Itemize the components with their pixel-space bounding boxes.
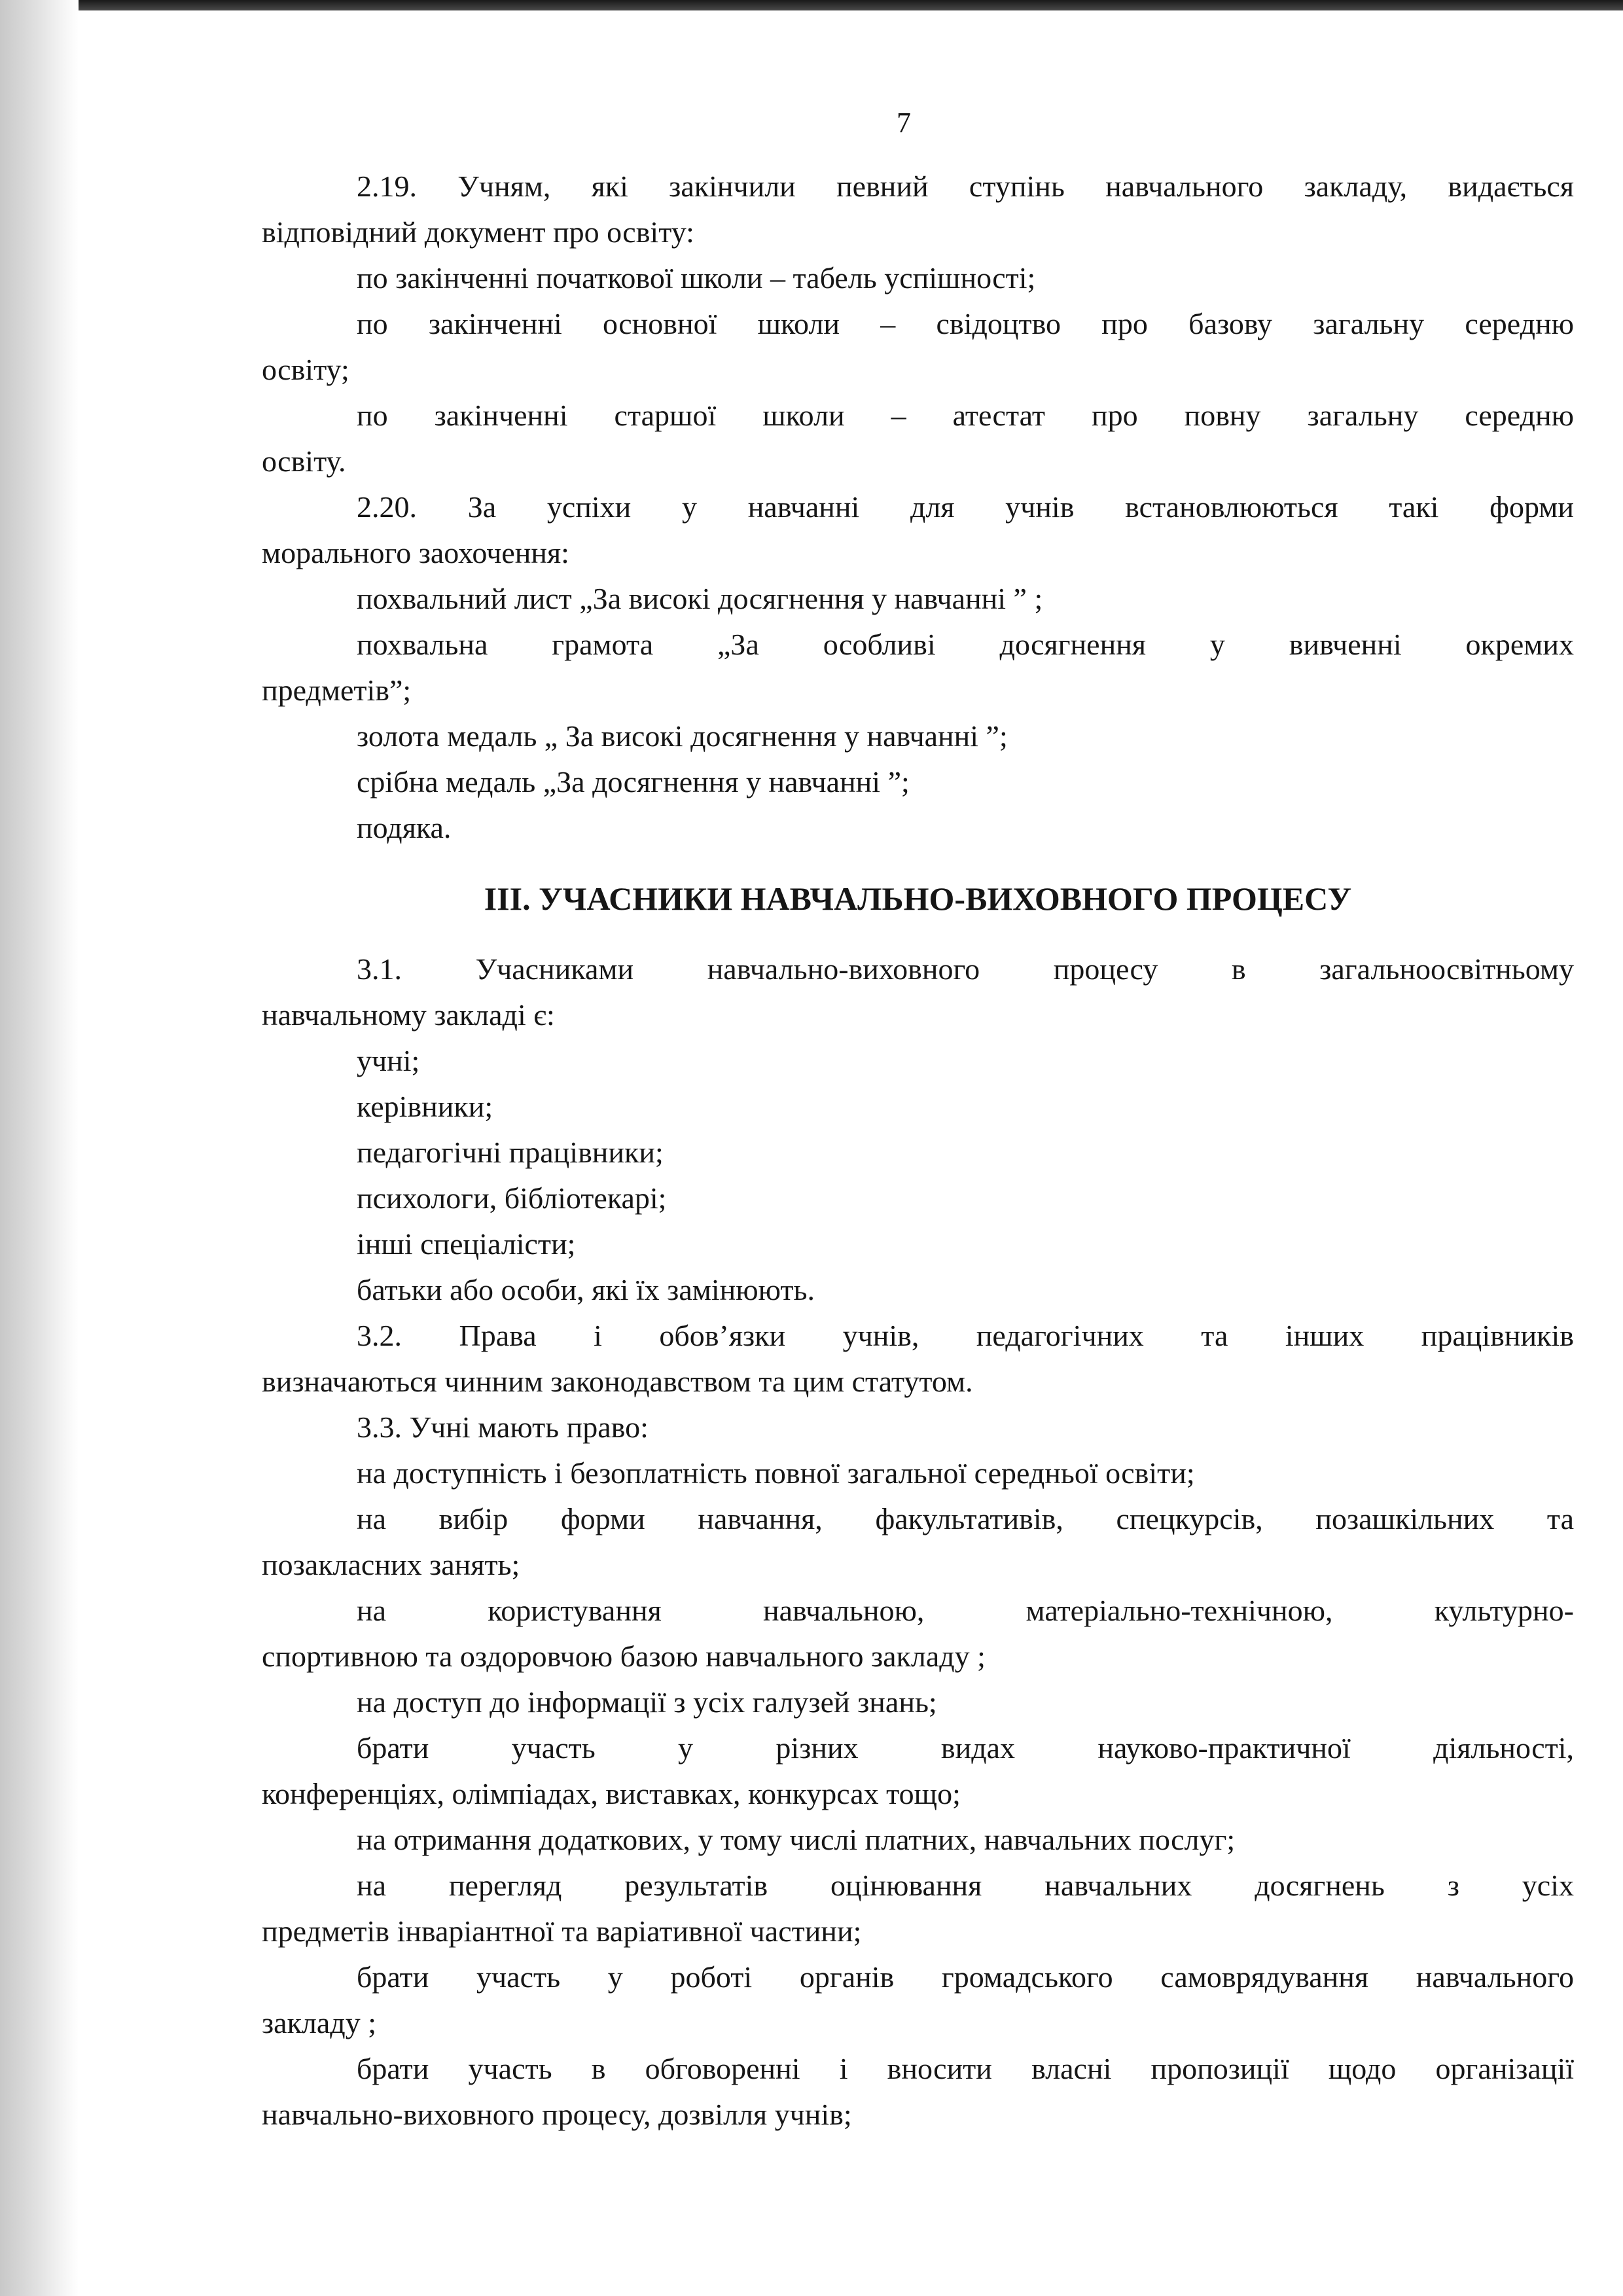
text-line: на перегляд результатів оцінювання навчальних досягнень з усіх	[357, 1869, 1574, 1902]
text-line: срібна медаль „За досягнення у навчанні ”;	[357, 765, 910, 798]
text-line: предметів інваріантної та варіативної частини;	[262, 1914, 862, 1948]
text-line: освіту;	[262, 353, 349, 386]
text-line: навчально-виховного процесу, дозвілля учнів;	[262, 2098, 852, 2131]
page-number: 7	[897, 107, 911, 139]
text-line: батьки або особи, які їх замінюють.	[357, 1273, 815, 1306]
text-line: закладу ;	[262, 2006, 376, 2039]
text-line: по закінченні початкової школи – табель успішності;	[357, 261, 1036, 295]
text-line: по закінченні основної школи – свідоцтво про базову загальну середню	[357, 307, 1574, 340]
text-line: визначаються чинним законодавством та цим статутом.	[262, 1365, 973, 1398]
document-body	[262, 164, 1574, 2138]
text-line: на користування навчальною, матеріально-технічною, культурно-	[357, 1594, 1574, 1627]
text-line: на отримання додаткових, у тому числі платних, навчальних послуг;	[357, 1823, 1236, 1856]
text-line: інші спеціалісти;	[357, 1227, 576, 1261]
text-line: 2.20. За успіхи у навчанні для учнів встановлюються такі форми	[357, 490, 1574, 524]
scan-top-edge	[0, 0, 1623, 10]
text-line: брати участь у роботі органів громадського самоврядування навчального	[357, 1960, 1574, 1994]
text-line: конференціях, олімпіадах, виставках, конкурсах тощо;	[262, 1777, 961, 1810]
paragraphs-3-1-3-3	[262, 946, 1574, 2138]
text-line: 3.2. Права і обов’язки учнів, педагогічних та інших працівників	[357, 1319, 1574, 1352]
text-line: учні;	[357, 1044, 420, 1077]
text-line: брати участь у різних видах науково-практичної діяльності,	[357, 1731, 1574, 1765]
text-line: золота медаль „ За високі досягнення у навчанні ”;	[357, 719, 1008, 753]
text-line: педагогічні працівники;	[357, 1136, 664, 1169]
scan-left-edge	[0, 0, 79, 2296]
text-line: керівники;	[357, 1090, 493, 1123]
text-line: позакласних занять;	[262, 1548, 520, 1581]
paragraphs-2-19-2-20	[262, 164, 1574, 851]
text-line: спортивною та оздоровчою базою навчального закладу ;	[262, 1640, 986, 1673]
text-line: по закінченні старшої школи – атестат про повну загальну середню	[357, 399, 1574, 432]
text-line: на доступність і безоплатність повної загальної середньої освіти;	[357, 1456, 1195, 1490]
text-line: на вибір форми навчання, факультативів, спецкурсів, позашкільних та	[357, 1502, 1574, 1535]
spacer	[262, 923, 1574, 946]
section-heading: ІІІ. УЧАСНИКИ НАВЧАЛЬНО-ВИХОВНОГО ПРОЦЕСУ	[484, 880, 1352, 917]
text-line: морального заохочення:	[262, 536, 569, 569]
text-line: відповідний документ про освіту:	[262, 215, 694, 249]
text-line: 3.3. Учні мають право:	[357, 1410, 649, 1444]
text-line: предметів”;	[262, 673, 412, 707]
spacer	[262, 851, 1574, 874]
text-line: освіту.	[262, 444, 346, 478]
text-line: брати участь в обговоренні і вносити власні пропозиції щодо організації	[357, 2052, 1574, 2085]
text-line: похвальний лист „За високі досягнення у навчанні ” ;	[357, 582, 1043, 615]
text-line: на доступ до інформації з усіх галузей знань;	[357, 1685, 937, 1719]
text-line: 2.19. Учням, які закінчили певний ступінь навчального закладу, видається	[357, 170, 1574, 203]
text-line: психологи, бібліотекарі;	[357, 1181, 667, 1215]
text-line: похвальна грамота „За особливі досягнення у вивченні окремих	[357, 628, 1574, 661]
text-line: навчальному закладі є:	[262, 998, 555, 1031]
text-line: 3.1. Учасниками навчально-виховного процесу в загальноосвітньому	[357, 952, 1574, 986]
text-line: подяка.	[357, 811, 452, 844]
